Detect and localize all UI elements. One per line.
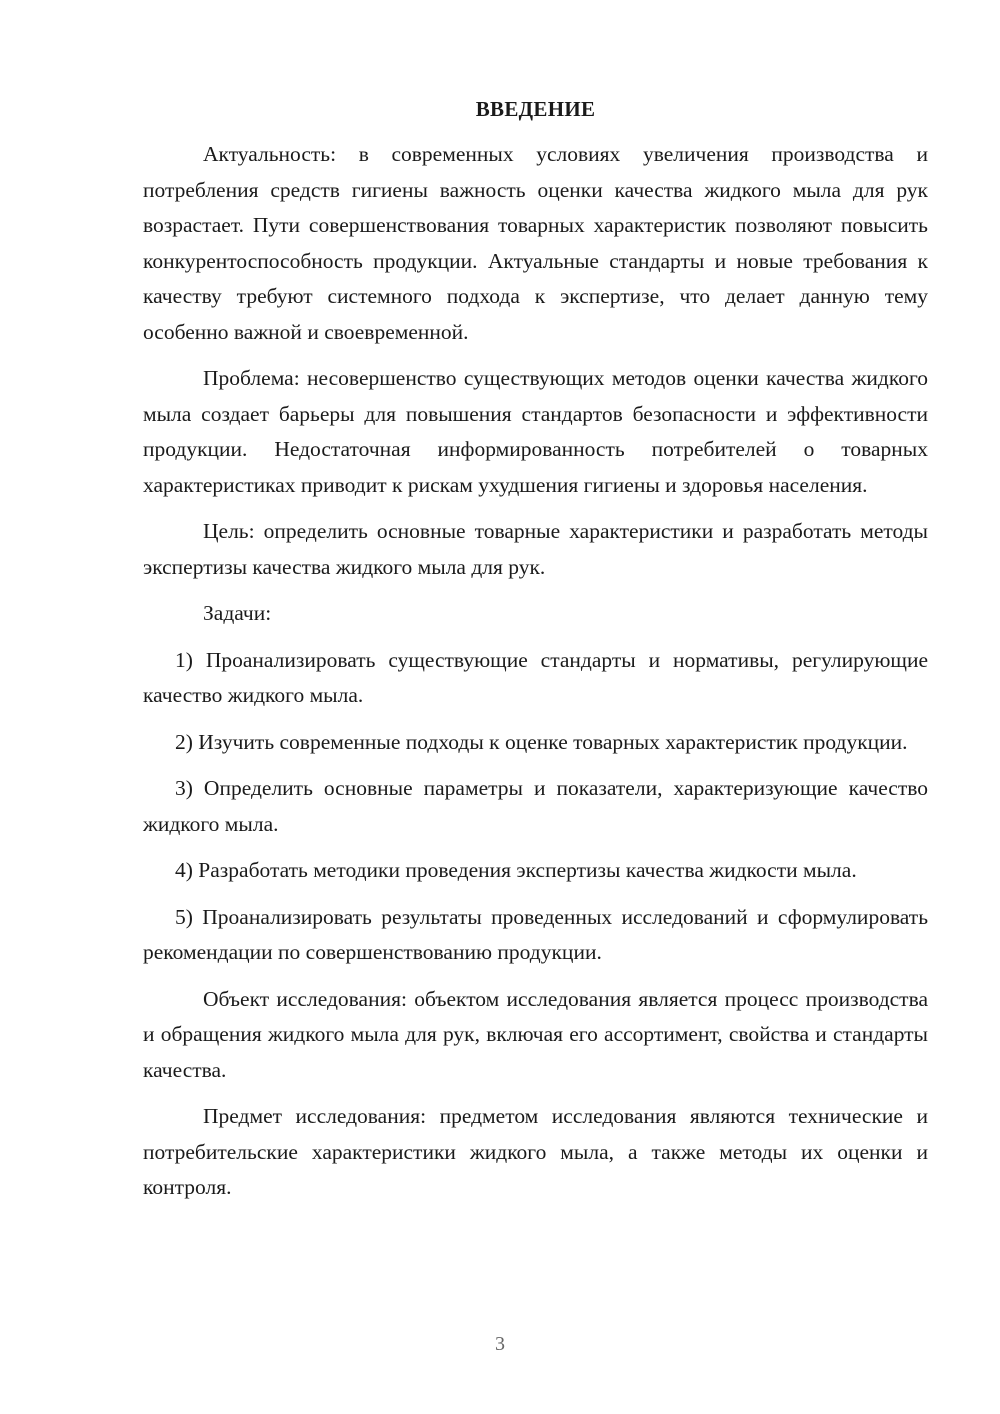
object-paragraph: Объект исследования: объектом исследования является процесс производства и обращения жидкого мыла для рук, включая его ассортимент, свойства и стандарты качества. bbox=[143, 986, 928, 1082]
goal-paragraph: Цель: определить основные товарные характеристики и разработать методы экспертизы качества жидкого мыла для рук. bbox=[143, 519, 928, 579]
page-title: ВВЕДЕНИЕ bbox=[475, 97, 596, 121]
task-item-1: 1) Проанализировать существующие стандарты и нормативы, регулирующие качество жидкого мыла. bbox=[143, 647, 928, 707]
relevance-paragraph: Актуальность: в современных условиях увеличения производства и потребления средств гигиены важность оценки качества жидкого мыла для рук возрастает. Пути совершенствования товарных характеристик позволяют повысить конкурентоспособность продукции. Актуальные стандарты и новые требования к качеству требуют системного подхода к экспертизе, что делает данную тему особенно важной и своевременной. bbox=[143, 142, 928, 344]
problem-paragraph: Проблема: несовершенство существующих методов оценки качества жидкого мыла создает барьеры для повышения стандартов безопасности и эффективности продукции. Недостаточная информированность потребителей о товарных характеристиках приводит к рискам ухудшения гигиены и здоровья населения. bbox=[143, 366, 928, 497]
task-item-2: 2) Изучить современные подходы к оценке товарных характеристик продукции. bbox=[175, 729, 908, 754]
tasks-heading: Задачи: bbox=[203, 601, 272, 625]
document-page bbox=[143, 92, 928, 1206]
page-number: 3 bbox=[495, 1333, 505, 1355]
task-item-4: 4) Разработать методики проведения экспертизы качества жидкости мыла. bbox=[175, 858, 857, 882]
task-item-3: 3) Определить основные параметры и показатели, характеризующие качество жидкого мыла. bbox=[143, 776, 928, 836]
task-item-5: 5) Проанализировать результаты проведенных исследований и сформулировать рекомендации по совершенствованию продукции. bbox=[143, 904, 928, 964]
subject-paragraph: Предмет исследования: предметом исследования являются технические и потребительские характеристики жидкого мыла, а также методы их оценки и контроля. bbox=[143, 1104, 928, 1199]
